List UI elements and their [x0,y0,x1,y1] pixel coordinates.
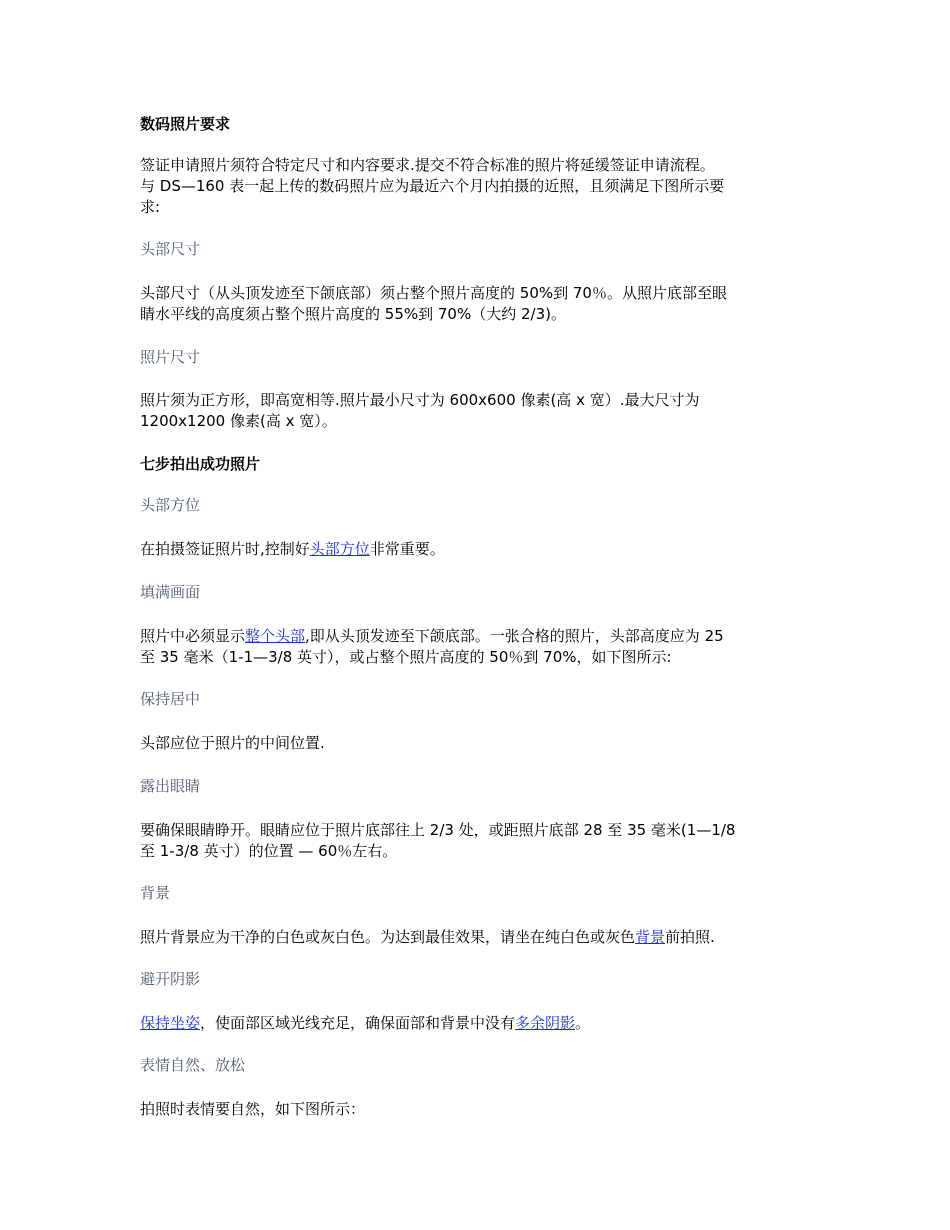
head-size-paragraph [140,283,808,325]
fill-frame-text: 照片中必须显示 [140,627,246,645]
head-position-text: 在拍摄签证照片时,控制好 [140,540,310,558]
whole-head-link[interactable]: 整个头部 [245,627,306,645]
eyes-line: 至 1-3/8 英寸）的位置 — 60％左右。 [140,842,398,860]
subheading-head-position: 头部方位 [140,496,201,514]
head-position-text-end: 非常重要。 [369,540,445,558]
photo-size-line: 1200x1200 像素(高 x 宽）。 [140,412,337,430]
fill-frame-paragraph [140,626,808,668]
fill-frame-text-end: ,即从头顶发迹至下颌底部。一张合格的照片，头部高度应为 25 [305,627,724,645]
background-link[interactable]: 背景 [635,928,666,946]
subheading-shadows: 避开阴影 [140,970,201,988]
shadows-text: ，使面部区域光线充足，确保面部和背景中没有 [200,1014,516,1032]
intro-paragraph [140,155,808,218]
heading-seven-steps: 七步拍出成功照片 [140,455,261,473]
subheading-head-size: 头部尺寸 [140,240,201,258]
head-size-line: 头部尺寸（从头顶发迹至下颌底部）须占整个照片高度的 50%到 70％。从照片底部至眼 [140,284,727,302]
shadows-paragraph [140,1013,808,1034]
background-text: 照片背景应为干净的白色或灰白色。为达到最佳效果，请坐在纯白色或灰色 [140,928,636,946]
fill-frame-line: 至 35 毫米（1-1—3/8 英寸），或占整个照片高度的 50％到 70%，如下图所示: [140,648,672,666]
subheading-centered: 保持居中 [140,690,201,708]
photo-size-line: 照片须为正方形，即高宽相等.照片最小尺寸为 600x600 像素(高 x 宽）.最大尺寸为 [140,391,700,409]
background-text-end: 前拍照. [665,928,715,946]
subheading-background: 背景 [140,884,171,902]
eyes-line: 要确保眼睛睁开。眼睛应位于照片底部往上 2/3 处，或距照片底部 28 至 35 毫米(1—1/8 [140,821,736,839]
background-paragraph [140,927,808,948]
head-position-paragraph [140,539,808,560]
subheading-eyes: 露出眼睛 [140,777,201,795]
expression-paragraph: 拍照时表情要自然，如下图所示： [140,1100,366,1118]
fill-frame-line [140,626,808,647]
extra-shadows-link[interactable]: 多余阴影 [515,1014,576,1032]
intro-line: 求: [140,198,161,216]
intro-line: 签证申请照片须符合特定尺寸和内容要求.提交不符合标准的照片将延缓签证申请流程。 [140,156,715,174]
head-position-link[interactable]: 头部方位 [309,540,370,558]
centered-paragraph: 头部应位于照片的中间位置. [140,734,325,752]
subheading-expression: 表情自然、放松 [140,1056,246,1074]
photo-size-paragraph [140,390,808,432]
eyes-paragraph [140,820,808,862]
head-size-line: 睛水平线的高度须占整个照片高度的 55%到 70%（大约 2/3)。 [140,305,566,323]
heading-digital-photo-requirements: 数码照片要求 [140,115,231,133]
keep-posture-link[interactable]: 保持坐姿 [140,1014,201,1032]
shadows-text-end: 。 [575,1014,591,1032]
subheading-photo-size: 照片尺寸 [140,348,201,366]
intro-line: 与 DS—160 表一起上传的数码照片应为最近六个月内拍摄的近照，且须满足下图所示要 [140,177,725,195]
subheading-fill-frame: 填满画面 [140,583,201,601]
